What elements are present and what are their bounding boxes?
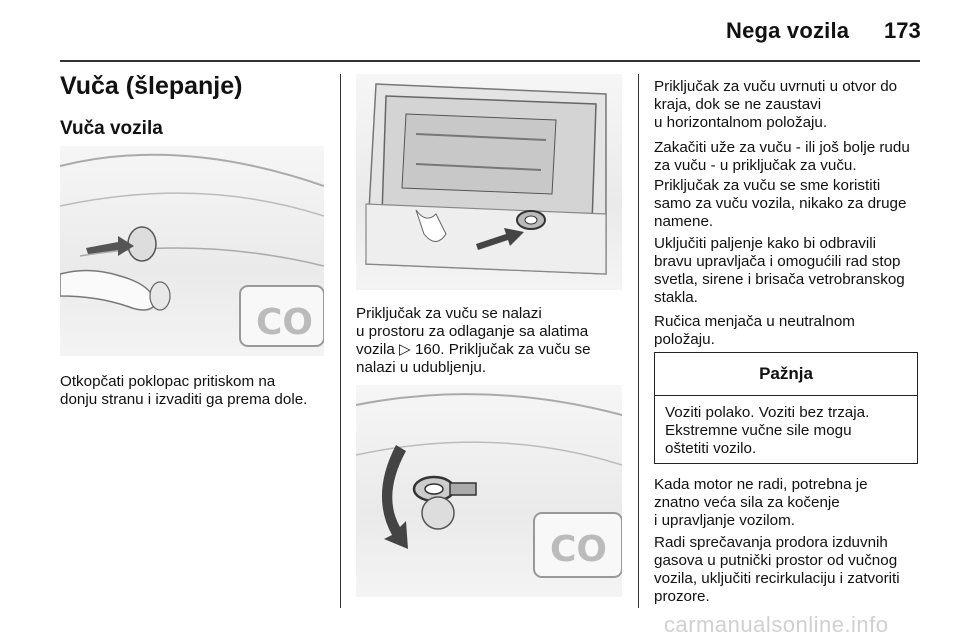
paragraph-engine-off (654, 476, 868, 530)
paragraph-location (356, 305, 591, 377)
caution-box (654, 352, 918, 464)
subsection-title: Vuča vozila (60, 118, 163, 139)
text-line: Priključak za vuču se nalazi (356, 305, 542, 322)
paragraph-usage (654, 177, 906, 231)
text-line: za vuču - u priključak za vuču. (654, 157, 857, 174)
text-line: oštetiti vozilo. (665, 440, 757, 457)
text-line: bravu upravljača i omogućili rad stop (654, 253, 901, 270)
text-line: Zakačiti uže za vuču - ili još bolje rudu (654, 139, 910, 156)
text-line: nalazi u udubljenju. (356, 359, 487, 376)
column-divider-1 (340, 74, 341, 608)
text-line: stakla. (654, 289, 698, 306)
column-divider-2 (638, 74, 639, 608)
text-line: kraja, dok se ne zaustavi (654, 96, 822, 113)
illustration-eye-installation (356, 385, 622, 597)
paragraph-gear-lever (654, 313, 855, 349)
text-line: Priključak za vuču se sme koristiti (654, 177, 881, 194)
text-line: gasova u putnički prostor od vučnog (654, 552, 898, 569)
section-title: Vuča (šlepanje) (60, 72, 243, 100)
text-line: Kada motor ne radi, potrebna je (654, 476, 868, 493)
text-line: u horizontalnom položaju. (654, 114, 828, 131)
text-line: u prostoru za odlaganje sa alatima (356, 323, 589, 340)
paragraph-screw-in (654, 78, 897, 132)
text-line: znatno veća sila za kočenje (654, 494, 840, 511)
text-line: Ekstremne vučne sile mogu (665, 422, 852, 439)
caution-body (655, 396, 917, 458)
paragraph-exhaust (654, 534, 900, 606)
text-line: položaju. (654, 331, 715, 348)
text-line: Ručica menjača u neutralnom (654, 313, 855, 330)
header-rule (60, 60, 920, 62)
svg-text:CO: CO (256, 302, 314, 343)
text-line: donju stranu i izvaditi ga prema dole. (60, 391, 308, 408)
text-line: samo za vuču vozila, nikako za druge (654, 195, 907, 212)
text-line: Uključiti paljenje kako bi odbravili (654, 235, 877, 252)
text-line: vozila, uključiti recirkulaciju i zatvoriti (654, 570, 900, 587)
text-line: Priključak za vuču uvrnuti u otvor do (654, 78, 898, 95)
text-line: svetla, sirene i brisača vetrobranskog (654, 271, 905, 288)
paragraph-cover-removal (60, 373, 307, 409)
page-number: 173 (884, 18, 921, 43)
paragraph-ignition (654, 235, 905, 307)
header-title: Nega vozila (726, 18, 850, 43)
text-line: Otkopčati poklopac pritiskom na (60, 373, 276, 390)
paragraph-attach-rope (654, 139, 910, 175)
text-line: i upravljanje vozilom. (654, 512, 795, 529)
caution-title: Pažnja (655, 353, 917, 396)
text-line: Voziti polako. Voziti bez trzaja. (665, 404, 870, 421)
text-line: vozila ▷ 160. Priključak za vuču se (356, 341, 591, 358)
illustration-cover-removal (60, 146, 324, 356)
text-line: Radi sprečavanja prodora izduvnih (654, 534, 888, 551)
text-line: namene. (654, 213, 714, 230)
watermark: carmanualsonline.info (664, 612, 889, 637)
svg-text:CO: CO (550, 529, 608, 570)
illustration-tool-compartment (356, 74, 622, 290)
text-line: prozore. (654, 588, 710, 605)
